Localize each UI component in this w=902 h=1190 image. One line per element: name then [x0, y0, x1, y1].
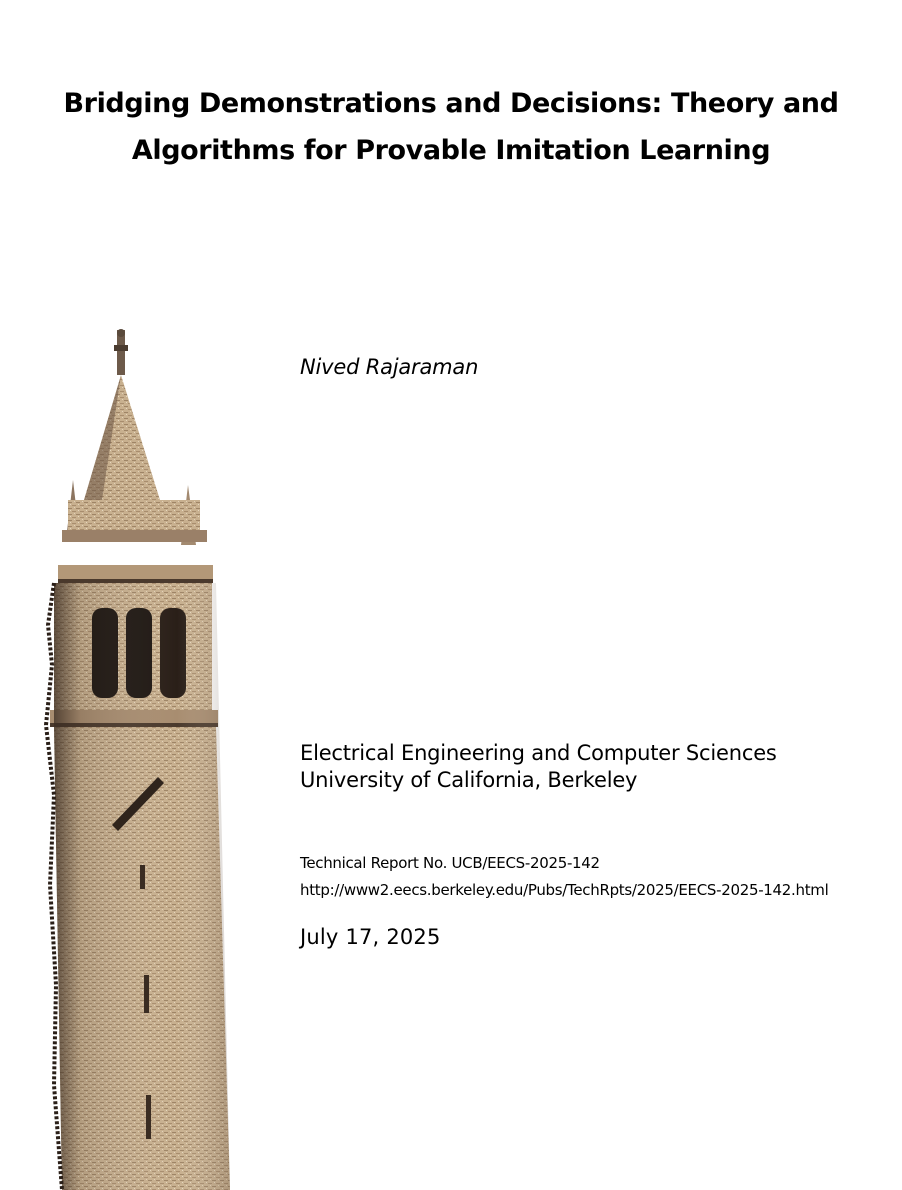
title-line-1: Bridging Demonstrations and Decisions: Theory and	[63, 88, 839, 119]
report-url[interactable]: http://www2.eecs.berkeley.edu/Pubs/TechRpts/2025/EECS-2025-142.html	[300, 881, 829, 899]
report-title	[0, 80, 902, 174]
tower-finial	[114, 329, 128, 375]
university-name: University of California, Berkeley	[300, 768, 638, 792]
campanile-tower-image	[40, 325, 240, 1190]
window-slit	[144, 975, 149, 1013]
report-date: July 17, 2025	[300, 925, 441, 949]
author-name: Nived Rajaraman	[300, 355, 479, 379]
window-slit	[146, 1095, 151, 1139]
report-info	[300, 850, 828, 904]
department-block	[300, 740, 777, 794]
window-slit	[140, 865, 145, 889]
title-line-2: Algorithms for Provable Imitation Learning	[131, 135, 771, 166]
report-number: Technical Report No. UCB/EECS-2025-142	[300, 854, 600, 872]
department-name: Electrical Engineering and Computer Sciences	[300, 741, 777, 765]
